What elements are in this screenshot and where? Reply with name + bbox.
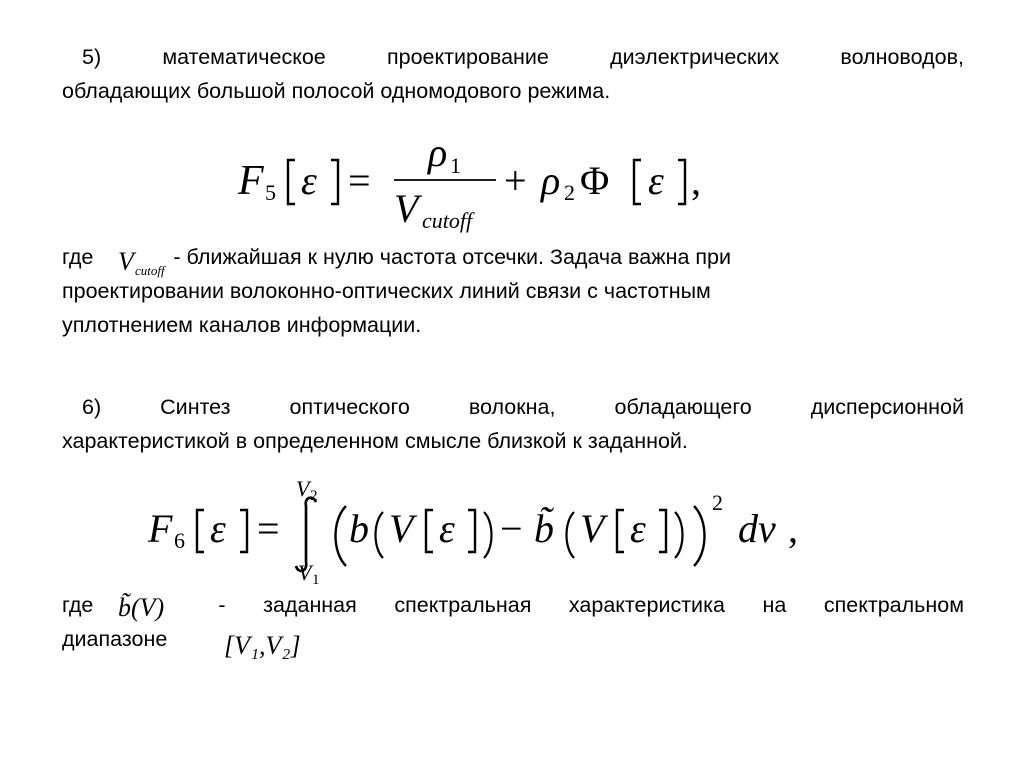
formula-6-V: V: [389, 506, 414, 551]
formula-5-V-sub: cutoff: [422, 208, 473, 233]
formula-6-epsilon-3: ε: [630, 506, 646, 551]
formula-5-V: V: [394, 186, 419, 231]
note-5-dash-text: - ближайшая к нулю частота отсечки. Задача важна при: [173, 245, 731, 269]
section-5-line-1: [62, 40, 964, 74]
section-6-line-2: характеристикой в определенном смысле близкой к заданной.: [62, 429, 688, 453]
formula-5-equals: =: [348, 158, 371, 203]
note-5-paragraph: [62, 240, 964, 342]
note-5-symbol-V: V: [118, 247, 134, 276]
formula-5-rho2: ρ: [541, 158, 561, 203]
formula-5-right-bracket-2: [678, 160, 685, 204]
formula-6-lower-limit: V: [298, 560, 312, 585]
formula-5-comma: ,: [691, 158, 701, 203]
formula-5-left-bracket: [288, 160, 295, 204]
formula-5-F: F: [238, 158, 264, 204]
formula-6-right-bracket: [240, 510, 247, 552]
formula-5-rho2-sub: 2: [564, 180, 575, 205]
formula-6-inner-left-bracket: [426, 510, 433, 552]
formula-6-inner-right-bracket: [468, 510, 475, 552]
section-6-line-1: [62, 390, 964, 424]
note-5-line-3: уплотнением каналов информации.: [62, 313, 422, 337]
note-6-symbol: b̃(V): [118, 593, 165, 622]
formula-6-comma: ,: [788, 506, 798, 551]
formula-5-left-bracket-2: [634, 160, 641, 204]
section-5-number: 5): [82, 45, 102, 69]
formula-6-epsilon: ε: [210, 506, 226, 551]
paren-open-2: [567, 512, 575, 558]
formula-6-V-2: V: [580, 506, 605, 551]
note-6-range: [V₁,V₂]: [224, 631, 301, 660]
formula-6-lower-sub: 1: [312, 572, 320, 588]
formula-6-dv: dv: [738, 506, 776, 551]
note-6-where: где: [62, 593, 94, 617]
formula-6: [140, 476, 820, 588]
paren-open-1: [376, 512, 384, 558]
formula-6-minus: −: [500, 506, 523, 551]
formula-6-epsilon-2: ε: [439, 506, 455, 551]
note-6-line-2: [62, 622, 964, 656]
paren-close-1: [484, 512, 492, 558]
formula-6-upper-limit: V: [296, 476, 310, 501]
note-6-dash-text: - заданная спектральная характеристика на спектральном: [218, 593, 964, 617]
formula-6-inner-left-bracket-2: [617, 510, 624, 552]
formula-5: [228, 136, 728, 236]
note-6-line-1: [62, 588, 964, 622]
section-6-number: 6): [82, 395, 102, 419]
formula-6-F: F: [148, 506, 173, 551]
note-5-where: где: [62, 245, 94, 269]
formula-5-epsilon: ε: [301, 158, 317, 203]
formula-5-F-sub: 5: [265, 180, 276, 205]
formula-5-epsilon-2: ε: [648, 158, 664, 203]
formula-5-plus: +: [504, 158, 527, 203]
note-6-range-label: диапазоне: [62, 627, 168, 651]
formula-5-rho1: ρ: [428, 136, 448, 175]
formula-6-left-bracket: [197, 510, 204, 552]
section-5-paragraph: [62, 40, 964, 108]
formula-6-power: 2: [712, 490, 723, 515]
note-5-line-1: [62, 240, 964, 274]
note-5-symbol-V-sub: cutoff: [135, 263, 165, 278]
formula-6-inner-right-bracket-2: [659, 510, 666, 552]
section-5-line-1-text: математическое проектирование диэлектрических волноводов,: [162, 45, 964, 69]
formula-6-F-sub: 6: [174, 528, 185, 553]
formula-6-equals: =: [257, 506, 280, 551]
section-6-line-1-text: Синтез оптического волокна, обладающего дисперсионной: [160, 395, 964, 419]
formula-5-rho1-sub: 1: [450, 153, 461, 178]
formula-6-b: b: [349, 506, 369, 551]
note-5-symbol: [116, 240, 186, 280]
paren-close-2: [675, 512, 683, 558]
formula-5-Phi: Φ: [580, 158, 610, 203]
big-paren-close: [694, 506, 705, 566]
section-6-paragraph: [62, 390, 964, 458]
section-5-line-2: обладающих большой полосой одномодового режима.: [62, 79, 611, 103]
formula-6-tilde-b: b̃: [534, 506, 554, 551]
note-6-paragraph: [62, 588, 964, 656]
note-5-line-2: проектировании волоконно-оптических линий связи с частотным: [62, 279, 711, 303]
big-paren-open: [336, 506, 347, 566]
formula-6-upper-sub: 2: [310, 488, 318, 504]
formula-5-right-bracket: [331, 160, 338, 204]
